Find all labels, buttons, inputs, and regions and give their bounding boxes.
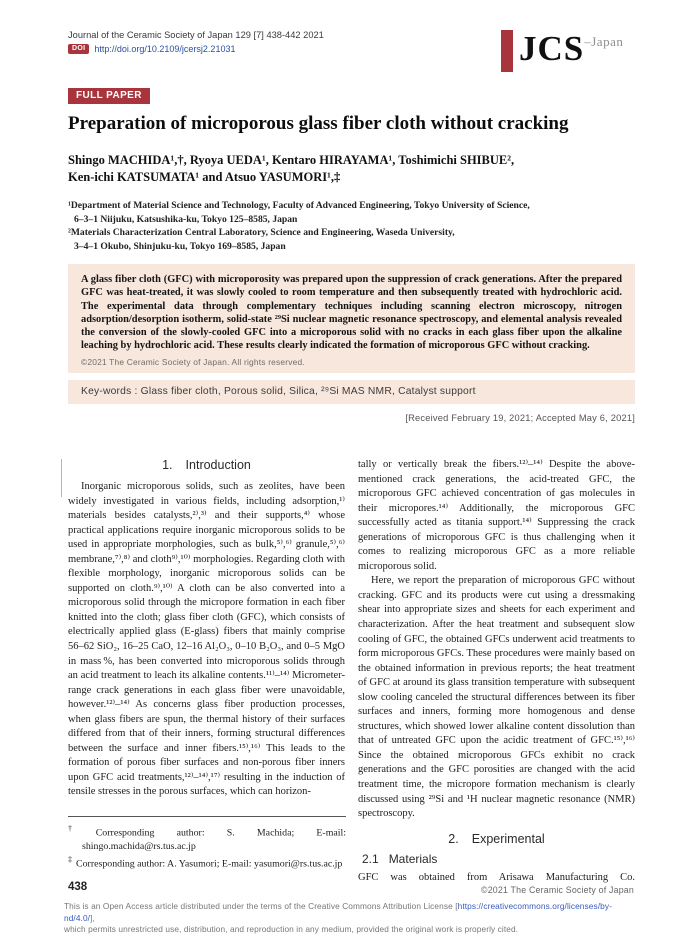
license-url[interactable]: https://creativecommons.org/licenses/by-nd/4.0/ <box>64 901 612 923</box>
abstract-copyright: ©2021 The Ceramic Society of Japan. All rights reserved. <box>81 356 305 367</box>
section-number: 1. <box>162 458 173 472</box>
dagger-marker: † <box>68 824 92 833</box>
received-accepted-line: [Received February 19, 2021; Accepted May 6, 2021] <box>405 412 635 423</box>
abstract-section <box>68 264 635 423</box>
keywords-box: Key-words : Glass fiber cloth, Porous solid, Silica, ²⁹Si MAS NMR, Catalyst support <box>68 380 635 404</box>
subsection-number: 2.1 <box>362 851 379 866</box>
doi-badge: DOI <box>68 44 89 54</box>
subsection-label: Materials <box>388 851 438 866</box>
abstract-box <box>68 264 635 373</box>
doi-row <box>68 44 235 54</box>
journal-citation-line: Journal of the Ceramic Society of Japan 129 [7] 438-442 2021 <box>68 30 324 40</box>
authors-line-2: Ken-ichi KATSUMATA¹ and Atsuo YASUMORI¹,‡ <box>68 170 341 184</box>
intro-paragraph-right-continuation: tally or vertically break the fibers.¹²⁾–¹⁴⁾ Despite the above-mentioned crack generations, the acid-treated GFC, the microporous GFC achieved concentration of gas molecules in their micropores.¹⁴⁾ Additionally, the microporous GFC successfully acted as titania support.¹⁴⁾ Suppressing the crack generations of microporous GFC is thus challenging when it comes to realizing microporous GFC as a more reliable microporous solid. <box>358 459 635 572</box>
footnote-corresponding-author-2 <box>68 853 346 871</box>
logo-jcs-text: JCS <box>519 29 585 68</box>
authors-line-1: Shingo MACHIDA¹,†, Ryoya UEDA¹, Kentaro HIRAYAMA¹, Toshimichi SHIBUE², <box>68 153 515 167</box>
affiliation-1: ¹Department of Material Science and Technology, Faculty of Advanced Engineering, Tokyo University of Science, <box>68 200 530 211</box>
affiliation-2-address: 3–4–1 Okubo, Shinjuku-ku, Tokyo 169–8585, Japan <box>74 240 286 252</box>
section-number: 2. <box>448 831 459 846</box>
right-column <box>358 458 635 885</box>
logo-japan-text: –Japan <box>584 34 624 49</box>
affiliation-2: ²Materials Characterization Central Laboratory, Science and Engineering, Waseda University, <box>68 227 455 239</box>
affiliation-1-address: 6–3–1 Niijuku, Katsushika-ku, Tokyo 125–8585, Japan <box>74 213 298 225</box>
page-title: Preparation of microporous glass fiber cloth without cracking <box>68 113 569 134</box>
footnote-corresponding-author-1 <box>68 822 346 853</box>
license-text-post: ], <box>90 912 95 923</box>
license-text-pre: This is an Open Access article distributed under the terms of the Creative Commons Attribution License [ <box>64 901 458 911</box>
doi-link[interactable]: http://doi.org/10.2109/jcersj2.21031 <box>94 44 236 54</box>
materials-paragraph: GFC was obtained from Arisawa Manufacturing Co. <box>358 871 635 883</box>
intro-paragraph-2: Here, we report the preparation of microporous GFC without cracking. GFC and its products were cut using a dressmaking shear into appropriate sizes and sheets for each experiment and characterization. After the heat treatment and subsequent slow cooling of GFC, the obtained GFCs underwent acid treatments to form microporous GFCs. These procedures were mainly based on the obtained information in previous reports; the heat treatment of GFC at around its glass transition temperature with subsequent slow cooling canceled the structural differences between its fiber surfaces and inners, forming more homogenous and dense structures, which showed lower alkaline content dissolution than that of untreated GFC upon the acidic treatment of GFC.¹⁵⁾,¹⁶⁾ Since the obtained microporous GFCs exhibit no crack generations and the GFC porosities are changed with the acid treatment time, the micropore formation mechanism is clearly discussed using ²⁹Si and ¹H nuclear magnetic resonance (NMR) spectroscopy. <box>358 575 635 820</box>
footnote-text: Corresponding author: S. Machida; E-mail: shingo.machida@rs.tus.ac.jp <box>82 827 346 852</box>
left-margin-mark <box>61 459 62 497</box>
footnote-divider <box>68 816 346 817</box>
double-dagger-marker: ‡ <box>68 854 72 864</box>
page-number: 438 <box>68 881 88 893</box>
section-label: Experimental <box>471 831 545 846</box>
jcs-japan-logo <box>501 30 623 72</box>
footnote-text: Corresponding author: A. Yasumori; E-mail: yasumori@rs.tus.ac.jp <box>76 858 343 869</box>
abstract-text: A glass fiber cloth (GFC) with microporosity was prepared upon the suppression of crack generations. After the prepared GFC was heat-treated, it was slowly cooled to room temperature and then subsequently treated with hydrochloric acid. The experimental data through complementary techniques including scanning electron microscopy, nitrogen adsorption/desorption isotherm, solid-state ²⁹Si nuclear magnetic resonance spectroscopy, and elemental analysis revealed the conversion of the slowly-cooled GFC into a microporous solid with no cracks in each glass fiber upon the alkaline leaching by hydrochloric acid. These results clearly indicated the formation of microporous GFC without cracking. <box>81 274 622 352</box>
logo-red-bar <box>501 30 513 72</box>
subsection-heading-materials <box>362 852 635 866</box>
license-text-line2: which permits unrestricted use, distribution, and reproduction in any medium, provided the original work is properly cited. <box>64 924 519 935</box>
section-heading-experimental <box>358 832 635 846</box>
open-access-notice <box>64 901 639 936</box>
section-heading-introduction <box>68 458 345 472</box>
affiliations-block <box>68 199 635 253</box>
section-label: Introduction <box>185 458 251 472</box>
bottom-copyright: ©2021 The Ceramic Society of Japan <box>481 885 634 895</box>
intro-paragraph-left: Inorganic microporous solids, such as zeolites, have been widely investigated in various fields, including adsorption,¹⁾ materials besides catalysts,²⁾,³⁾ and their supports,⁴⁾ whose practical applications require inorganic microporous solids to be used in appropriate morphologies, such as bulk,⁵⁾,⁶⁾ granule,⁵⁾,⁶⁾ membrane,⁷⁾,⁸⁾ and cloth⁹⁾,¹⁰⁾ morphologies. Regarding cloth with flexible morphology, inorganic microporous solids can be supported on cloth.⁹⁾,¹⁰⁾ A cloth can be also converted into a microporous solid through the micropore formation in each fiber knitted into the cloth; glass fiber cloth (GFC), which consists of electrically applied glass (E-glass) fibers that mainly comprise 56–62 SiO₂, 16–25 CaO, 12–16 Al₂O₃, 0–10 B₂O₃, and 0–5 MgO in mass %, has been converted into microporous solids through an acid treatment to leach its alkaline contents.¹¹⁾–¹⁴⁾ Micrometer-range crack generations in each glass fiber were unavoidable, however.¹²⁾–¹⁴⁾ As concerns glass fiber production processes, when glass fibers are spun, the thermal history of their surfaces differed from that of their inners, forming structural differences between the surface and inner fibers.¹⁵⁾,¹⁶⁾ This leads to the formation of porous fiber surfaces and non-porous fiber inners upon GFC acid treatments,¹²⁾–¹⁴⁾,¹⁷⁾ resulting in the induction of tensile stresses in the porous surfaces, which can horizon- <box>68 481 345 798</box>
authors-block <box>68 152 635 186</box>
footnotes-block <box>68 816 346 870</box>
full-paper-badge: FULL PAPER <box>68 88 150 104</box>
